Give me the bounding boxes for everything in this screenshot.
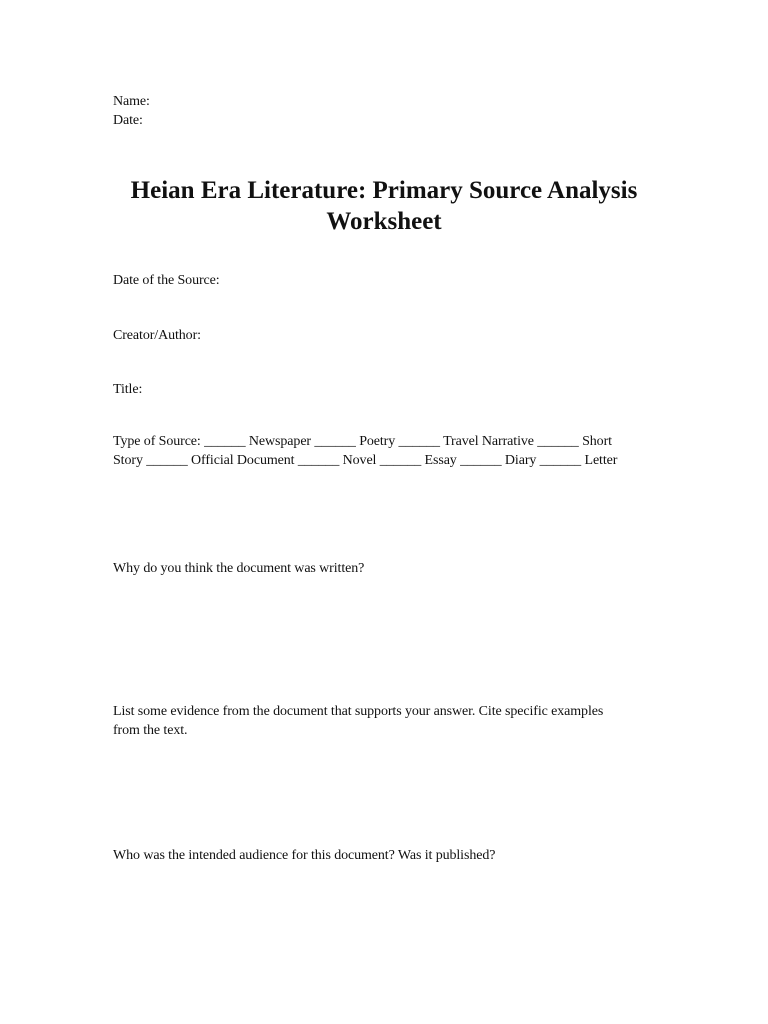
question-intended-audience: Who was the intended audience for this document? Was it published? xyxy=(113,848,496,863)
date-label: Date: xyxy=(113,113,143,128)
question-evidence-line-2: from the text. xyxy=(113,723,188,738)
creator-author-label: Creator/Author: xyxy=(113,328,201,343)
worksheet-title-line-1: Heian Era Literature: Primary Source Analysis xyxy=(130,177,638,204)
question-why-written: Why do you think the document was written? xyxy=(113,561,365,576)
type-of-source-line-1: Type of Source: ______ Newspaper ______ Poetry ______ Travel Narrative ______ Short xyxy=(113,434,612,449)
source-date-label: Date of the Source: xyxy=(113,273,220,288)
worksheet-title-line-2: Worksheet xyxy=(326,208,442,235)
name-label: Name: xyxy=(113,94,150,109)
type-of-source-line-2: Story ______ Official Document ______ Novel ______ Essay ______ Diary ______ Letter xyxy=(113,453,618,468)
question-evidence-line-1: List some evidence from the document that supports your answer. Cite specific examples xyxy=(113,704,604,719)
title-label: Title: xyxy=(113,382,143,397)
